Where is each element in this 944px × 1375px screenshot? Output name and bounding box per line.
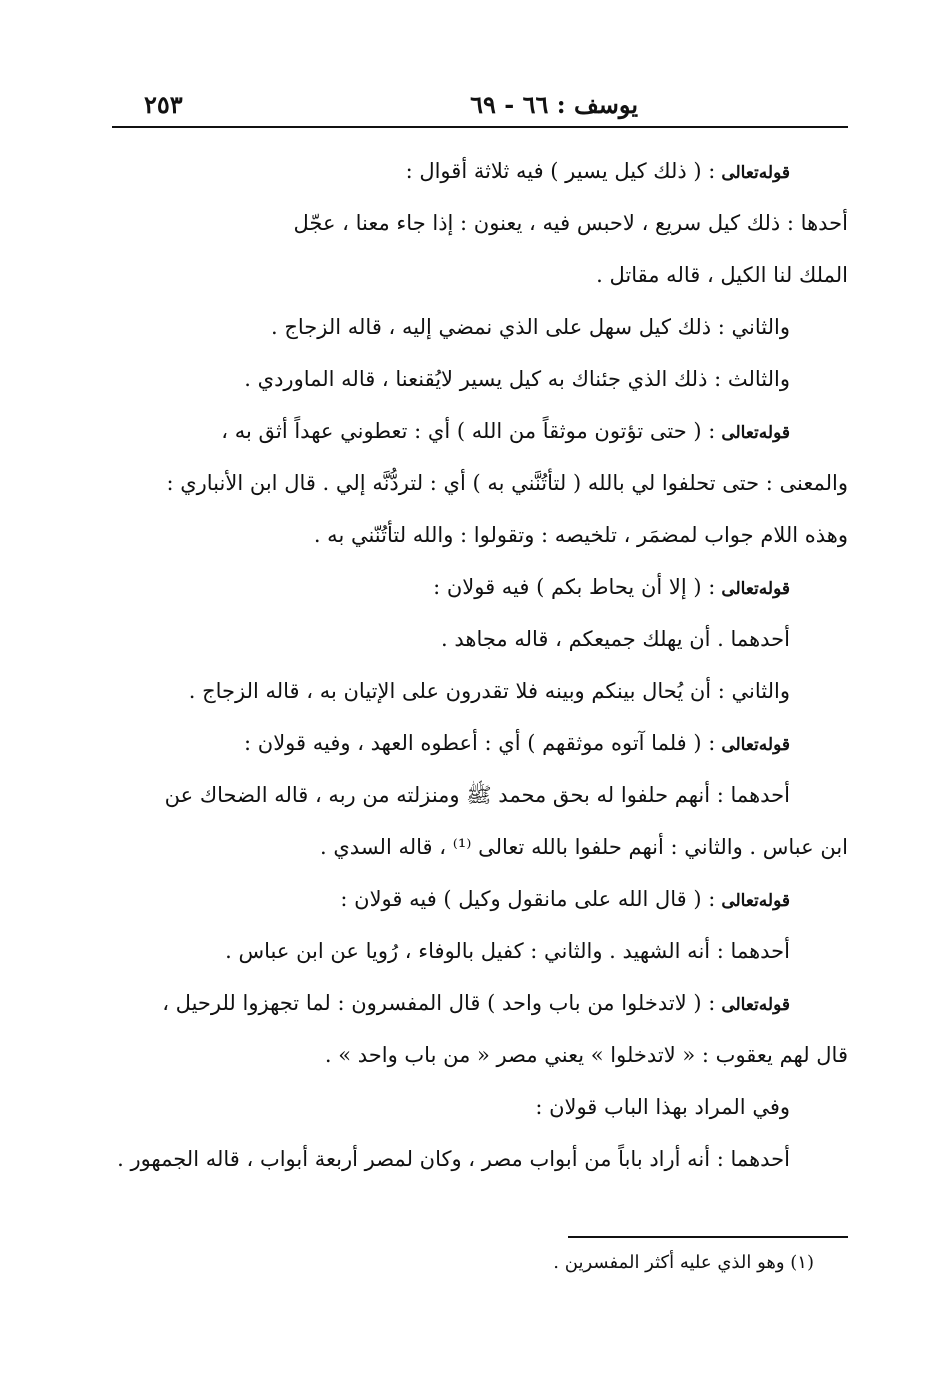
text-line	[112, 1133, 848, 1185]
line-text: الملك لنا الكيل ، قاله مقاتل .	[596, 263, 848, 287]
verse-label: قوله‌تعالى	[721, 995, 790, 1015]
text-line	[112, 613, 848, 665]
line-text: أحدهما : أنهم حلفوا له بحق محمد ﷺ ومنزلته من ربه ، قاله الضحاك عن	[164, 783, 790, 807]
text-line	[112, 665, 848, 717]
text-line	[112, 1081, 848, 1133]
verse-label: قوله‌تعالى	[721, 579, 790, 599]
text-line	[112, 769, 848, 821]
line-text: والمعنى : حتى تحلفوا لي بالله ( لتأتُنَّني به ) أي : لتردُّنَّه إلي . قال ابن الأنباري :	[166, 471, 848, 495]
line-text: : ( ذلك كيل يسير ) فيه ثلاثة أقوال :	[405, 159, 716, 183]
line-text: وهذه اللام جواب لمضمَر ، تلخيصه : وتقولوا : والله لتأتُنّني به .	[313, 523, 848, 547]
line-text: أحدهما : أنه الشهيد . والثاني : كفيل بالوفاء ، رُويا عن ابن عباس .	[225, 939, 790, 963]
verse-label: قوله‌تعالى	[721, 423, 790, 443]
line-text: أحدهما : أنه أراد باباً من أبواب مصر ، وكان لمصر أربعة أبواب ، قاله الجمهور .	[117, 1147, 790, 1171]
line-text: ابن عباس . والثاني : أنهم حلفوا بالله تعالى ⁽¹⁾ ، قاله السدي .	[320, 835, 848, 859]
line-text: : ( لاتدخلوا من باب واحد ) قال المفسرون : لما تجهزوا للرحيل ،	[162, 991, 716, 1015]
footnote: (١) وهو الذي عليه أكثر المفسرين .	[553, 1252, 814, 1273]
text-line	[112, 353, 848, 405]
text-line	[112, 405, 848, 457]
page-number: ٢٥٣	[144, 90, 183, 119]
line-text: : ( حتى تؤتون موثقاً من الله ) أي : تعطوني عهداً أثق به ،	[221, 419, 716, 443]
line-text: أحدها : ذلك كيل سريع ، لاحبس فيه ، يعنون : إذا جاء معنا ، عجّل	[293, 211, 848, 235]
running-title: يوسف : ٦٦ - ٦٩	[470, 90, 638, 119]
text-line	[112, 509, 848, 561]
line-text: أحدهما . أن يهلك جميعكم ، قاله مجاهد .	[441, 627, 790, 651]
verse-label: قوله‌تعالى	[721, 735, 790, 755]
verse-label: قوله‌تعالى	[721, 163, 790, 183]
text-line	[112, 249, 848, 301]
text-line	[112, 977, 848, 1029]
text-line	[112, 717, 848, 769]
line-text: وفي المراد بهذا الباب قولان :	[535, 1095, 790, 1119]
text-line	[112, 145, 848, 197]
footnote-divider	[568, 1236, 848, 1238]
text-line	[112, 873, 848, 925]
line-text: : ( قال الله على مانقول وكيل ) فيه قولان :	[340, 887, 716, 911]
line-text: والثالث : ذلك الذي جئناك به كيل يسير لايُقنعنا ، قاله الماوردي .	[244, 367, 790, 391]
text-line	[112, 925, 848, 977]
text-line	[112, 197, 848, 249]
line-text: : ( إلا أن يحاط بكم ) فيه قولان :	[433, 575, 716, 599]
text-line	[112, 301, 848, 353]
line-text: والثاني : ذلك كيل سهل على الذي نمضي إليه ، قاله الزجاج .	[270, 315, 790, 339]
line-text: : ( فلما آتوه موثقهم ) أي : أعطوه العهد ، وفيه قولان :	[244, 731, 716, 755]
page-header	[112, 90, 848, 130]
verse-label: قوله‌تعالى	[721, 891, 790, 911]
text-line	[112, 457, 848, 509]
text-line	[112, 561, 848, 613]
text-line	[112, 821, 848, 873]
line-text: قال لهم يعقوب : « لاتدخلوا » يعني مصر « من باب واحد » .	[324, 1043, 848, 1067]
text-line	[112, 1029, 848, 1081]
body-text	[112, 145, 848, 1185]
header-divider	[112, 126, 848, 128]
line-text: والثاني : أن يُحال بينكم وبينه فلا تقدرون على الإتيان به ، قاله الزجاج .	[188, 679, 790, 703]
